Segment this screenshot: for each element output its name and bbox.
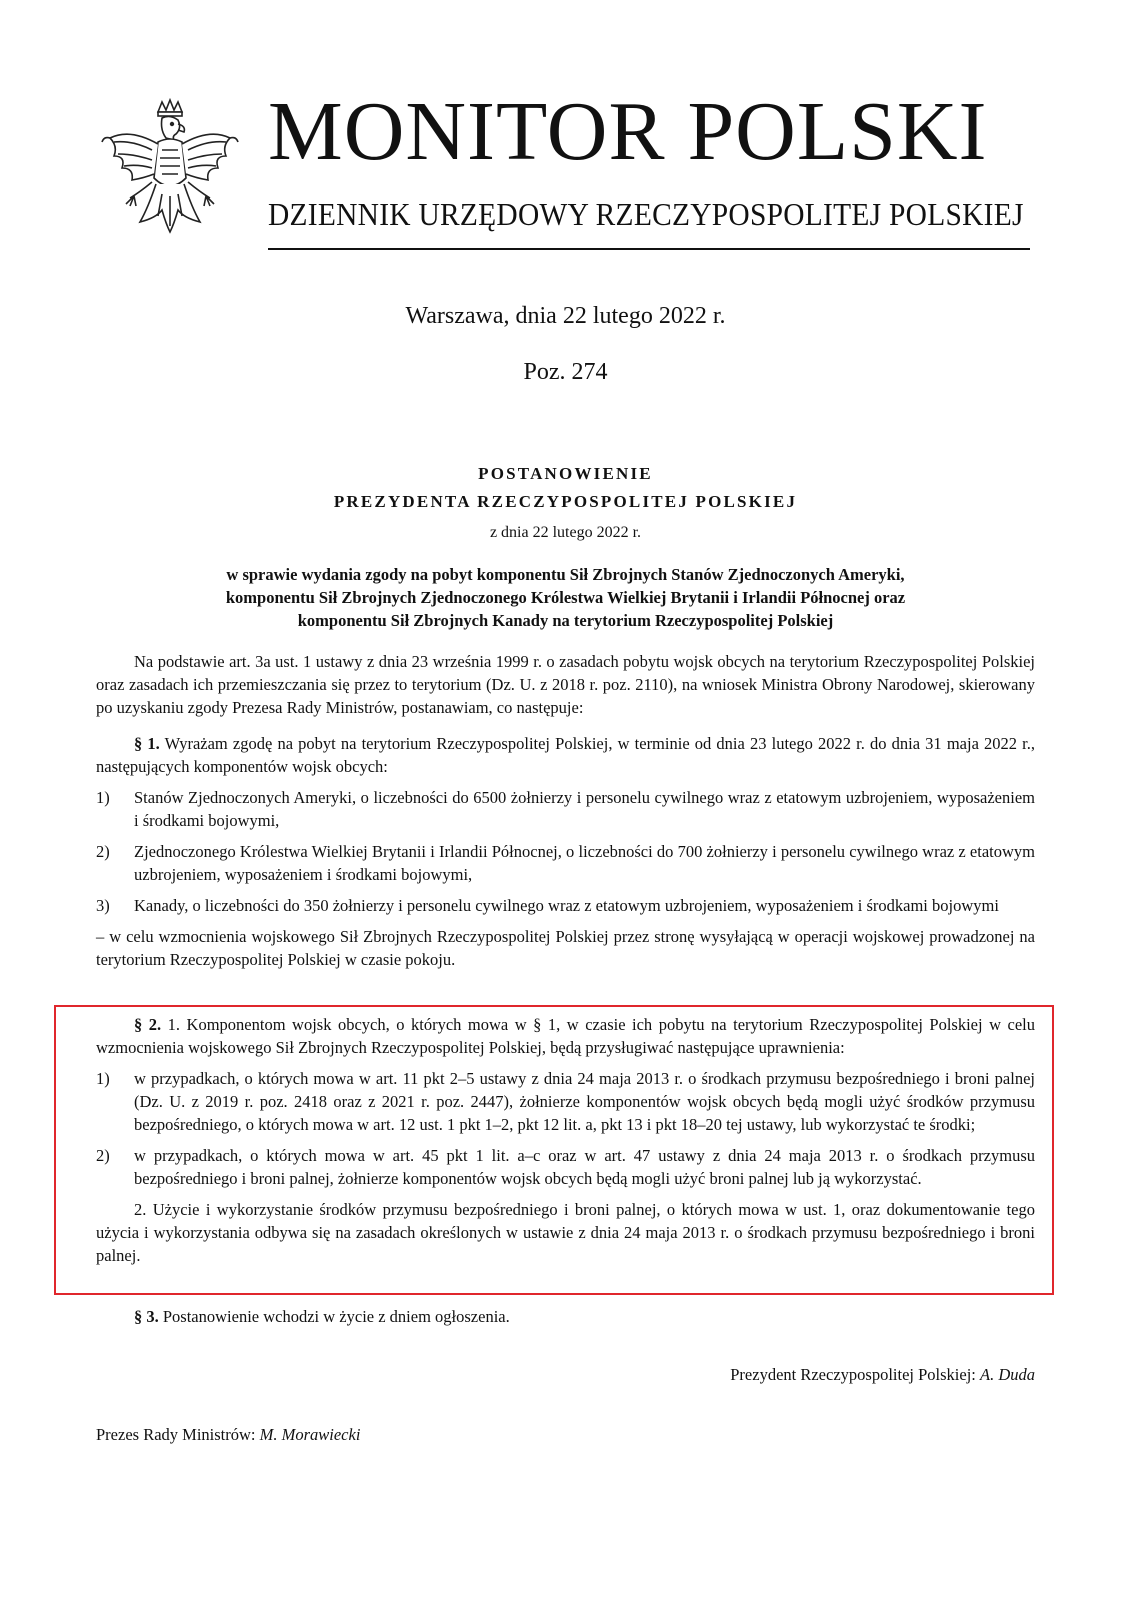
- section-1-closing: – w celu wzmocnienia wojskowego Sił Zbrojnych Rzeczypospolitej Polskiej przez stronę wysyłającą w operacji wojskowej prowadzonej na terytorium Rzeczypospolitej Polskiej w czasie pokoju.: [96, 927, 1035, 969]
- list-item: [96, 786, 1035, 832]
- prime-minister-signature: [96, 1423, 360, 1446]
- section-2-paragraph: [96, 1013, 1035, 1059]
- legal-basis-text: Na podstawie art. 3a ust. 1 ustawy z dnia 23 września 1999 r. o zasadach pobytu wojsk obcych na terytorium Rzeczypospolitej Polskiej oraz zasadach ich przemieszczania się przez to terytorium (Dz. U. z 2018 r. poz. 2110), na wniosek Ministra Obrony Narodowej, skierowany po uzyskaniu zgody Prezesa Rady Ministrów, postanawiam, co następuje:: [96, 652, 1035, 717]
- prime-minister-label: Prezes Rady Ministrów:: [96, 1425, 260, 1444]
- list-item: [96, 1144, 1035, 1190]
- polish-eagle-icon: [100, 98, 240, 258]
- prime-minister-name: M. Morawiecki: [259, 1425, 361, 1444]
- list-item: [96, 894, 1035, 917]
- list-item-number: 3): [96, 896, 110, 915]
- section-1-paragraph: [96, 732, 1035, 778]
- section-3-paragraph: [96, 1305, 1035, 1328]
- list-item-text: w przypadkach, o których mowa w art. 11 pkt 2–5 ustawy z dnia 24 maja 2013 r. o środkach przymusu bezpośredniego i broni palnej (Dz. U. z 2019 r. poz. 2418 oraz z 2021 r. poz. 2447), żołnierze komponentów wojsk obcych będą mogli użyć środków przymusu bezpośredniego, o których mowa w art. 12 ust. 1 pkt 1–2, pkt 12 lit. a, pkt 13 i pkt 18–20 tej ustawy, lub wykorzystać te środki;: [134, 1069, 1035, 1134]
- publication-subtitle: DZIENNIK URZĘDOWY RZECZYPOSPOLITEJ POLSKIEJ: [268, 196, 1024, 232]
- president-signature: [730, 1363, 1035, 1386]
- president-name: A. Duda: [980, 1365, 1035, 1384]
- list-item: [96, 840, 1035, 886]
- list-item-text: Stanów Zjednoczonych Ameryki, o liczebności do 6500 żołnierzy i personelu cywilnego wraz z etatowym uzbrojeniem, wyposażeniem i środkami bojowymi,: [134, 788, 1035, 830]
- document-type: POSTANOWIENIE: [478, 464, 653, 483]
- document-subject: [0, 563, 1131, 632]
- document-author: PREZYDENTA RZECZYPOSPOLITEJ POLSKIEJ: [333, 492, 798, 511]
- section-1: [96, 732, 1035, 988]
- section-3-text: Postanowienie wchodzi w życie z dniem ogłoszenia.: [158, 1307, 510, 1326]
- dateline: Warszawa, dnia 22 lutego 2022 r.: [405, 303, 726, 329]
- list-item-text: w przypadkach, o których mowa w art. 45 pkt 1 lit. a–c oraz w art. 47 ustawy z dnia 24 maja 2013 r. o środkach przymusu bezpośredniego i broni palnej, żołnierze komponentów wojsk obcych będą mogli użyć broni palnej lub ją wykorzystać.: [134, 1146, 1035, 1188]
- section-2-ust1: 1. Komponentom wojsk obcych, o których mowa w § 1, w czasie ich pobytu na terytorium Rzeczypospolitej Polskiej w celu wzmocnienia wojskowego Sił Zbrojnych Rzeczypospolitej Polskiej, będą przysługiwać następujące uprawnienia:: [96, 1015, 1035, 1057]
- position-number: Poz. 274: [523, 359, 608, 385]
- subject-line: komponentu Sił Zbrojnych Kanady na terytorium Rzeczypospolitej Polskiej: [297, 611, 834, 630]
- legal-basis: [96, 650, 1035, 719]
- list-item-number: 1): [96, 788, 110, 807]
- list-item-number: 1): [96, 1069, 110, 1088]
- list-item-text: Zjednoczonego Królestwa Wielkiej Brytanii i Irlandii Północnej, o liczebności do 700 żołnierzy i personelu cywilnego wraz z etatowym uzbrojeniem, wyposażeniem i środkami bojowymi,: [134, 842, 1035, 884]
- subject-line: komponentu Sił Zbrojnych Zjednoczonego Królestwa Wielkiej Brytanii i Irlandii Północnej oraz: [225, 588, 906, 607]
- section-3: [96, 1305, 1035, 1328]
- section-1-text: Wyrażam zgodę na pobyt na terytorium Rzeczypospolitej Polskiej, w terminie od dnia 23 lutego 2022 r. do dnia 31 maja 2022 r., następujących komponentów wojsk obcych:: [96, 734, 1036, 776]
- list-item-number: 2): [96, 1146, 110, 1165]
- subject-line: w sprawie wydania zgody na pobyt komponentu Sił Zbrojnych Stanów Zjednoczonych Ameryki,: [226, 565, 905, 584]
- publication-title: MONITOR POLSKI: [268, 85, 988, 178]
- section-3-mark: § 3.: [134, 1307, 159, 1326]
- masthead-divider: [268, 248, 1030, 250]
- list-item-text: Kanady, o liczebności do 350 żołnierzy i personelu cywilnego wraz z etatowym uzbrojeniem, wyposażeniem i środkami bojowymi: [134, 896, 999, 915]
- list-item: [96, 1067, 1035, 1136]
- section-2-mark: § 2.: [134, 1015, 162, 1034]
- list-item-number: 2): [96, 842, 110, 861]
- section-2: [96, 1013, 1035, 1267]
- section-1-mark: § 1.: [134, 734, 160, 753]
- section-2-ust2: 2. Użycie i wykorzystanie środków przymusu bezpośredniego i broni palnej, o których mowa w ust. 1, oraz dokumentowanie tego użycia i wykorzystania odbywa się na zasadach określonych w ustawie z dnia 24 maja 2013 r. o środkach przymusu bezpośredniego i broni palnej.: [96, 1200, 1035, 1265]
- president-label: Prezydent Rzeczypospolitej Polskiej:: [730, 1365, 980, 1384]
- document-date: z dnia 22 lutego 2022 r.: [489, 524, 642, 541]
